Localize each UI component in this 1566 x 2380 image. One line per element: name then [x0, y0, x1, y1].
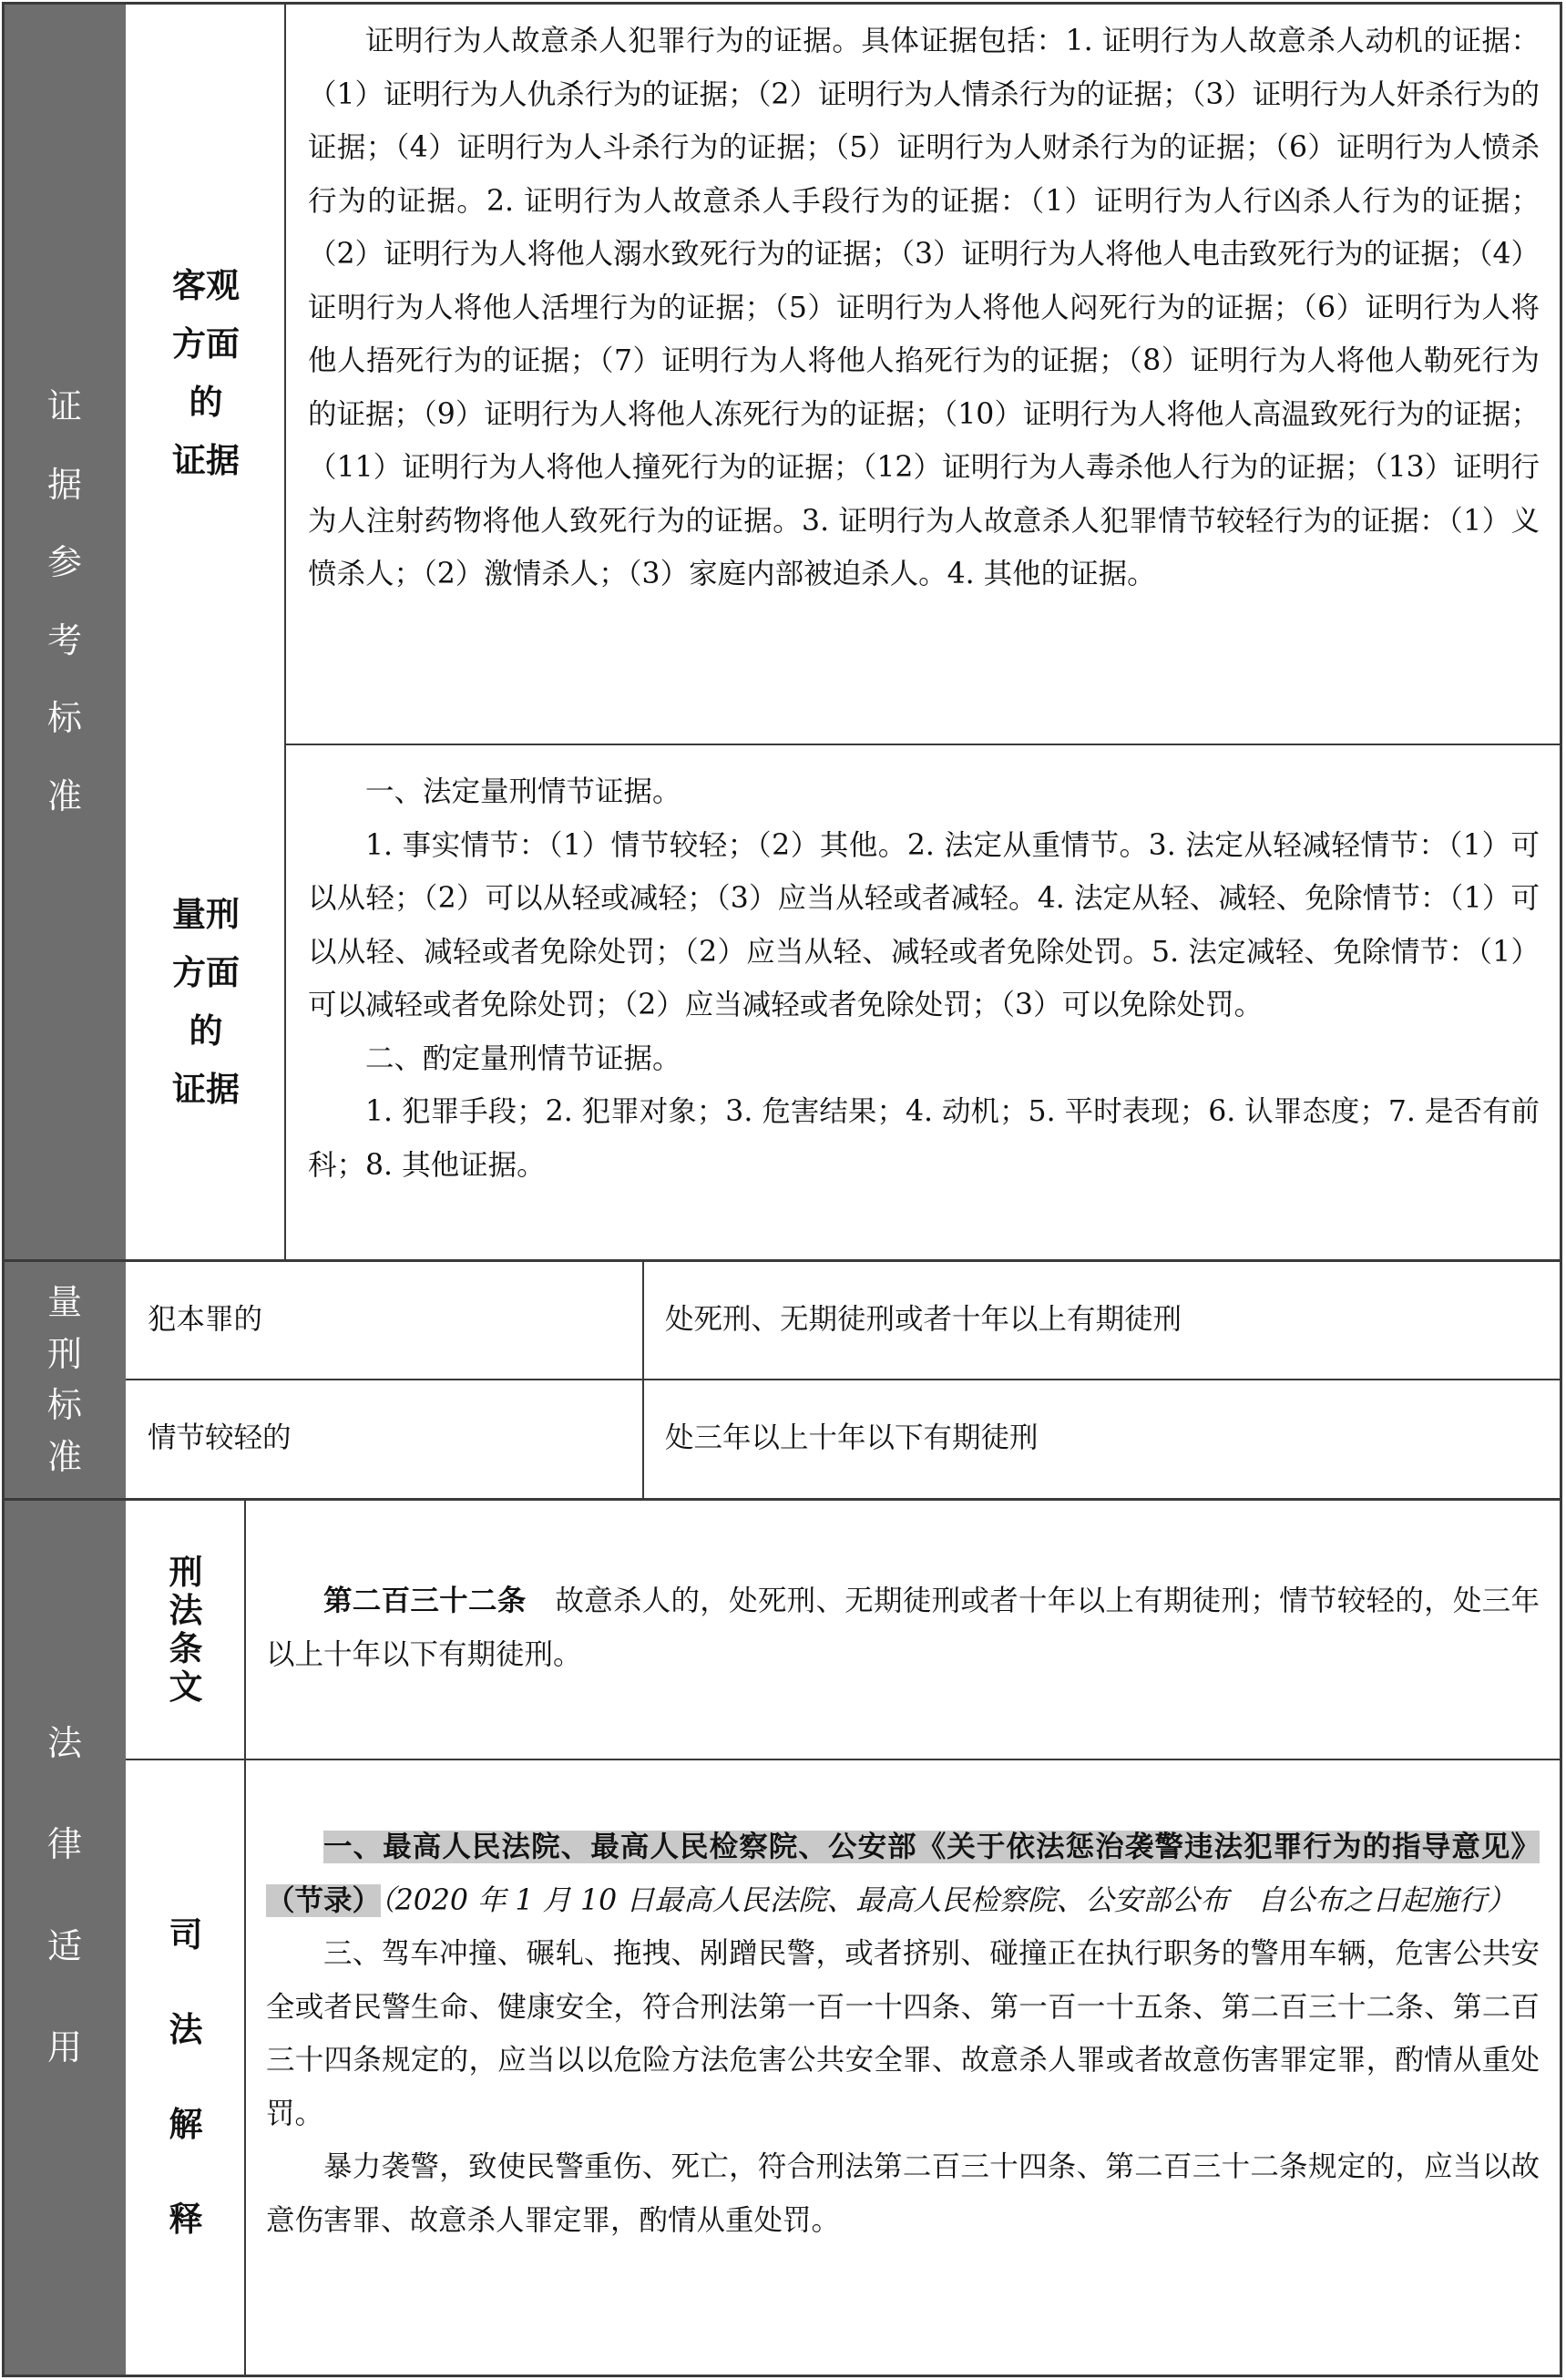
- header-char: 标: [46, 1385, 82, 1426]
- divider-sentencing-rows: [126, 1379, 1561, 1380]
- label-line: 文: [169, 1667, 203, 1707]
- sentencing-penalty-1: 处死刑、无期徒刑或者十年以上有期徒刑: [665, 1303, 1182, 1336]
- sentencing-evidence-label: [128, 745, 284, 1259]
- label-line: 解: [169, 2105, 203, 2144]
- label-line: 法: [169, 2010, 203, 2049]
- judicial-source-note: （2020 年 1 月 10 日最高人民法院、最高人民检察院、公安部公布 自公布之日起施行）: [381, 1883, 1516, 1917]
- criminal-law-paragraph: [266, 1575, 1540, 1681]
- table-border-right: [1560, 2, 1562, 2377]
- article-title: 第二百三十二条: [323, 1585, 527, 1617]
- header-char: 据: [46, 464, 82, 505]
- header-char: 刑: [46, 1333, 82, 1374]
- criminal-law-article: [266, 1575, 1540, 1681]
- sentencing-paragraph: 一、法定量刑情节证据。: [365, 775, 681, 808]
- label-line: 方面: [172, 953, 240, 992]
- judicial-heading: 一、最高人民法院、最高人民检察院、公安部《关于依法惩治袭警违法犯罪行为的指导意见》（节录）: [266, 1831, 1540, 1917]
- label-line: 的: [189, 1011, 223, 1051]
- sentencing-penalty-2: 处三年以上十年以下有期徒刑: [665, 1421, 1039, 1454]
- sentencing-paragraph: 1. 事实情节：（1）情节较轻；（2）其他。2. 法定从重情节。3. 法定从轻减轻情节：（1）可以从轻；（2）可以从轻或减轻；（3）应当从轻或者减轻。4. 法定从轻、减轻、免除情节：（1）可以从轻、减轻或者免除处罚；（2）应当从轻、减轻或者免除处罚。5. 法定减轻、免除情节：（1）可以减轻或者免除处罚；（2）应当减轻或者免除处罚；（3）可以免除处罚。: [308, 828, 1540, 1021]
- table-border-top: [2, 2, 1562, 5]
- label-line: 方面: [172, 324, 240, 364]
- judicial-interpretation-label: [128, 1877, 244, 2278]
- judicial-paragraph-1: 三、驾车冲撞、碾轧、拖拽、剐蹭民警，或者挤别、碰撞正在执行职务的警用车辆，危害公共安全或者民警生命、健康安全，符合刑法第一百一十四条、第一百一十五条、第二百三十二条、第二百三十四条规定的，应当以以危险方法危害公共安全罪、故意杀人罪或者故意伤害罪定罪，酌情从重处罚。: [266, 1937, 1540, 2130]
- table-border-bottom: [2, 2375, 1562, 2377]
- header-char: 准: [46, 775, 82, 816]
- label-line: 证据: [172, 1070, 240, 1109]
- sentencing-condition-2: 情节较轻的: [148, 1421, 292, 1454]
- label-line: 释: [169, 2200, 203, 2239]
- divider-section-1: [2, 1259, 1562, 1262]
- header-char: 参: [46, 542, 82, 583]
- divider-law-inner: [244, 1499, 246, 2376]
- header-char: 考: [46, 620, 82, 661]
- header-char: 律: [46, 1824, 82, 1865]
- label-line: 刑: [169, 1553, 203, 1592]
- judicial-heading-paragraph: [266, 1821, 1540, 1927]
- header-char: 法: [46, 1722, 82, 1763]
- objective-evidence-paragraph: 证明行为人故意杀人犯罪行为的证据。具体证据包括：1. 证明行为人故意杀人动机的证据：（1）证明行为人仇杀行为的证据；（2）证明行为人情杀行为的证据；（3）证明行为人奸杀行为的证据；（4）证明行为人斗杀行为的证据；（5）证明行为人财杀行为的证据；（6）证明行为人愤杀行为的证据。2. 证明行为人故意杀人手段行为的证据：（1）证明行为人行凶杀人行为的证据；（2）证明行为人将他人溺水致死行为的证据；（3）证明行为人将他人电击致死行为的证据；（4）证明行为人将他人活埋行为的证据；（5）证明行为人将他人闷死行为的证据；（6）证明行为人将他人捂死行为的证据；（7）证明行为人将他人掐死行为的证据；（8）证明行为人将他人勒死行为的证据；（9）证明行为人将他人冻死行为的证据；（10）证明行为人将他人高温致死行为的证据；（11）证明行为人将他人撞死行为的证据；（12）证明行为人毒杀他人行为的证据；（13）证明行为人注射药物将他人致死行为的证据。3. 证明行为人故意杀人犯罪情节较轻行为的证据：（1）义愤杀人；（2）激情杀人；（3）家庭内部被迫杀人。4. 其他的证据。: [308, 25, 1540, 590]
- criminal-law-label: [128, 1502, 244, 1759]
- section-header-evidence-text: [4, 346, 126, 857]
- header-char: 证: [46, 386, 82, 427]
- table-border-left: [2, 2, 5, 2377]
- article-text: 故意杀人的，处死刑、无期徒刑或者十年以上有期徒刑；情节较轻的，处三年以上十年以下有期徒刑。: [266, 1585, 1540, 1671]
- header-char: 准: [46, 1436, 82, 1477]
- label-line: 法: [169, 1591, 203, 1630]
- label-line: 量刑: [172, 895, 240, 934]
- header-char: 标: [46, 698, 82, 739]
- header-char: 适: [46, 1925, 82, 1966]
- sentencing-paragraph: 1. 犯罪手段；2. 犯罪对象；3. 危害结果；4. 动机；5. 平时表现；6. 认罪态度；7. 是否有前科；8. 其他证据。: [308, 1095, 1540, 1182]
- divider-evidence-rows: [284, 744, 1561, 745]
- sentencing-evidence-text: [308, 765, 1540, 1192]
- sentencing-condition-1: 犯本罪的: [148, 1303, 263, 1336]
- sentencing-paragraph: 二、酌定量刑情节证据。: [365, 1041, 681, 1075]
- header-char: 量: [46, 1282, 82, 1323]
- objective-evidence-text: [308, 15, 1540, 601]
- label-line: 司: [169, 1915, 203, 1954]
- label-line: 条: [169, 1629, 203, 1668]
- objective-evidence-label: [128, 4, 284, 744]
- divider-law-rows: [126, 1759, 1561, 1760]
- header-char: 用: [46, 2027, 82, 2068]
- label-line: 客观: [172, 266, 240, 305]
- judicial-interpretation-text: [266, 1821, 1540, 2247]
- divider-sentencing-cols: [642, 1260, 644, 1499]
- divider-evidence-inner: [284, 2, 286, 1261]
- section-header-law-text: [4, 1658, 126, 2132]
- judicial-paragraph-2: 暴力袭警，致使民警重伤、死亡，符合刑法第二百三十四条、第二百三十二条规定的，应当以故意伤害罪、故意杀人罪定罪，酌情从重处罚。: [266, 2150, 1540, 2237]
- divider-section-2: [2, 1498, 1562, 1501]
- label-line: 证据: [172, 441, 240, 480]
- section-header-sentencing-standard-text: [4, 1268, 126, 1491]
- label-line: 的: [189, 383, 223, 422]
